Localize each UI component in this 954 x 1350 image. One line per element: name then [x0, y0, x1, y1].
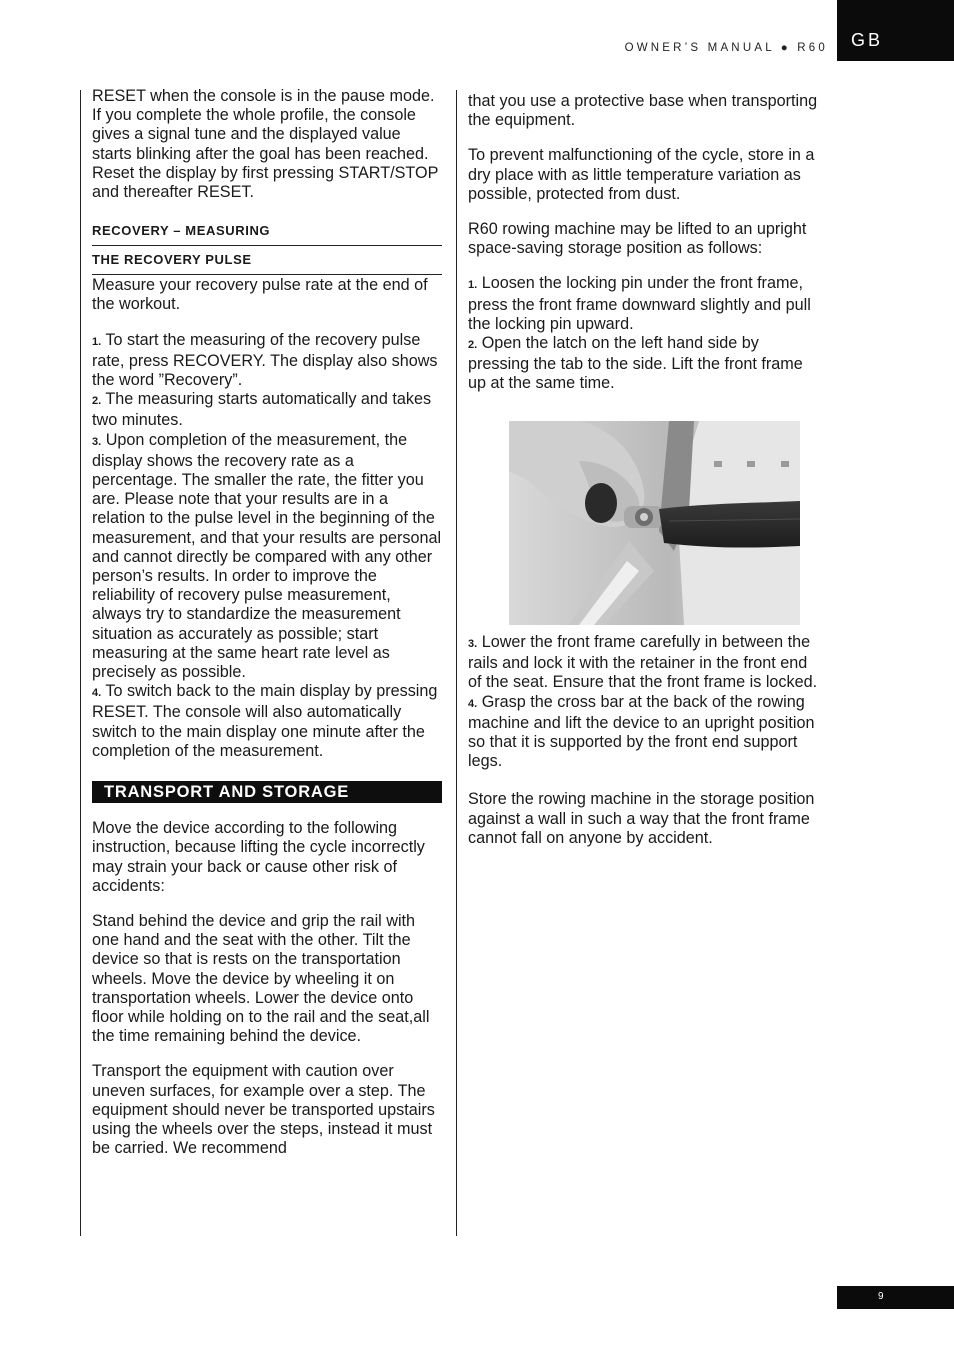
list-item	[92, 331, 442, 391]
intro-paragraph: RESET when the console is in the pause mode.	[92, 87, 435, 105]
list-item	[468, 633, 818, 693]
list-item	[92, 390, 442, 430]
latch-photo	[509, 421, 800, 625]
list-item	[468, 334, 818, 394]
step-number: 4.	[468, 697, 478, 710]
transport-paragraph: Move the device according to the following instruction, because lifting the cycle incorrectly may strain your back or cause other risk of accidents:	[92, 819, 425, 895]
step-text: The measuring starts automatically and takes two minutes.	[92, 390, 432, 430]
heading-divider	[92, 274, 442, 275]
region-code: GB	[851, 30, 884, 50]
step-text: To start the measuring of the recovery pulse rate, press RECOVERY. The display also shows the word ”Recovery”.	[92, 330, 438, 390]
region-badge	[837, 0, 954, 61]
list-item	[92, 431, 442, 683]
page-number-badge	[837, 1286, 954, 1309]
step-text: Loosen the locking pin under the front frame, press the front frame downward slightly and pull the locking pin upward.	[468, 274, 811, 333]
step-number: 1.	[92, 335, 102, 348]
storage-paragraph: To prevent malfunctioning of the cycle, store in a dry place with as little temperature variation as possible, protected from dust.	[468, 146, 815, 203]
list-item	[92, 682, 442, 761]
step-number: 4.	[92, 687, 102, 700]
step-text: Open the latch on the left hand side by pressing the tab to the side. Lift the front frame up at the same time.	[468, 334, 803, 393]
list-item	[468, 693, 818, 772]
right-column	[468, 92, 818, 394]
manual-title: OWNER’S MANUAL ● R60	[624, 42, 828, 54]
step-number: 2.	[92, 395, 102, 408]
list-item	[468, 274, 818, 334]
step-number: 3.	[92, 435, 102, 448]
storage-paragraph: R60 rowing machine may be lifted to an upright space-saving storage position as follows:	[468, 220, 807, 258]
step-text: Grasp the cross bar at the back of the rowing machine and lift the device to an upright position so that it is supported by the front end support legs.	[468, 692, 815, 771]
left-column	[92, 87, 442, 1158]
step-number: 3.	[468, 638, 478, 650]
left-margin-line	[80, 90, 81, 1236]
step-text: To switch back to the main display by pressing RESET. The console will also automatically switch to the main display one minute after the completion of the measurement.	[92, 682, 438, 760]
storage-paragraph: that you use a protective base when transporting the equipment.	[468, 92, 818, 130]
page-number: 9	[878, 1291, 884, 1302]
heading-recovery-measuring: RECOVERY – MEASURING	[92, 223, 271, 239]
heading-recovery-pulse: THE RECOVERY PULSE	[92, 252, 252, 268]
step-number: 1.	[468, 279, 478, 292]
transport-paragraph: Transport the equipment with caution over uneven surfaces, for example over a step. The equipment should never be transported upstairs using the wheels over the steps, instead it must be carried. We recommend	[92, 1062, 435, 1158]
closing-paragraph: Store the rowing machine in the storage position against a wall in such a way that the front frame cannot fall on anyone by accident.	[468, 790, 815, 847]
step-number: 2.	[468, 339, 478, 352]
section-title-transport: TRANSPORT AND STORAGE	[92, 781, 442, 803]
right-column-continued	[468, 633, 818, 848]
step-text: Upon completion of the measurement, the display shows the recovery rate as a percentage. The smaller the rate, the fitter you are. Please note that your results are in a relation to the pulse level in the beginning of the measurement, and that your results are personal and cannot directly be compared with any other person’s results. In order to improve the reliability of recovery pulse measurement, always try to standardize the measurement situation as accurately as possible; start measuring at the same heart rate level as precisely as possible.	[92, 430, 442, 682]
recovery-intro: Measure your recovery pulse rate at the end of the workout.	[92, 276, 428, 314]
intro-paragraph: If you complete the whole profile, the console gives a signal tune and the displayed value starts blinking after the goal has been reached. Reset the display by first pressing START/STOP and thereafter RESET.	[92, 106, 439, 202]
step-text: Lower the front frame carefully in between the rails and lock it with the retainer in the front end of the seat. Ensure that the front frame is locked.	[468, 633, 818, 692]
center-divider-line	[456, 90, 457, 1236]
transport-paragraph: Stand behind the device and grip the rail with one hand and the seat with the other. Tilt the device so that is rests on the transportation wheels. Move the device by wheeling it on transportation wheels. Lower the device onto floor while holding on to the rail and the seat,all the time remaining behind the device.	[92, 911, 430, 1046]
